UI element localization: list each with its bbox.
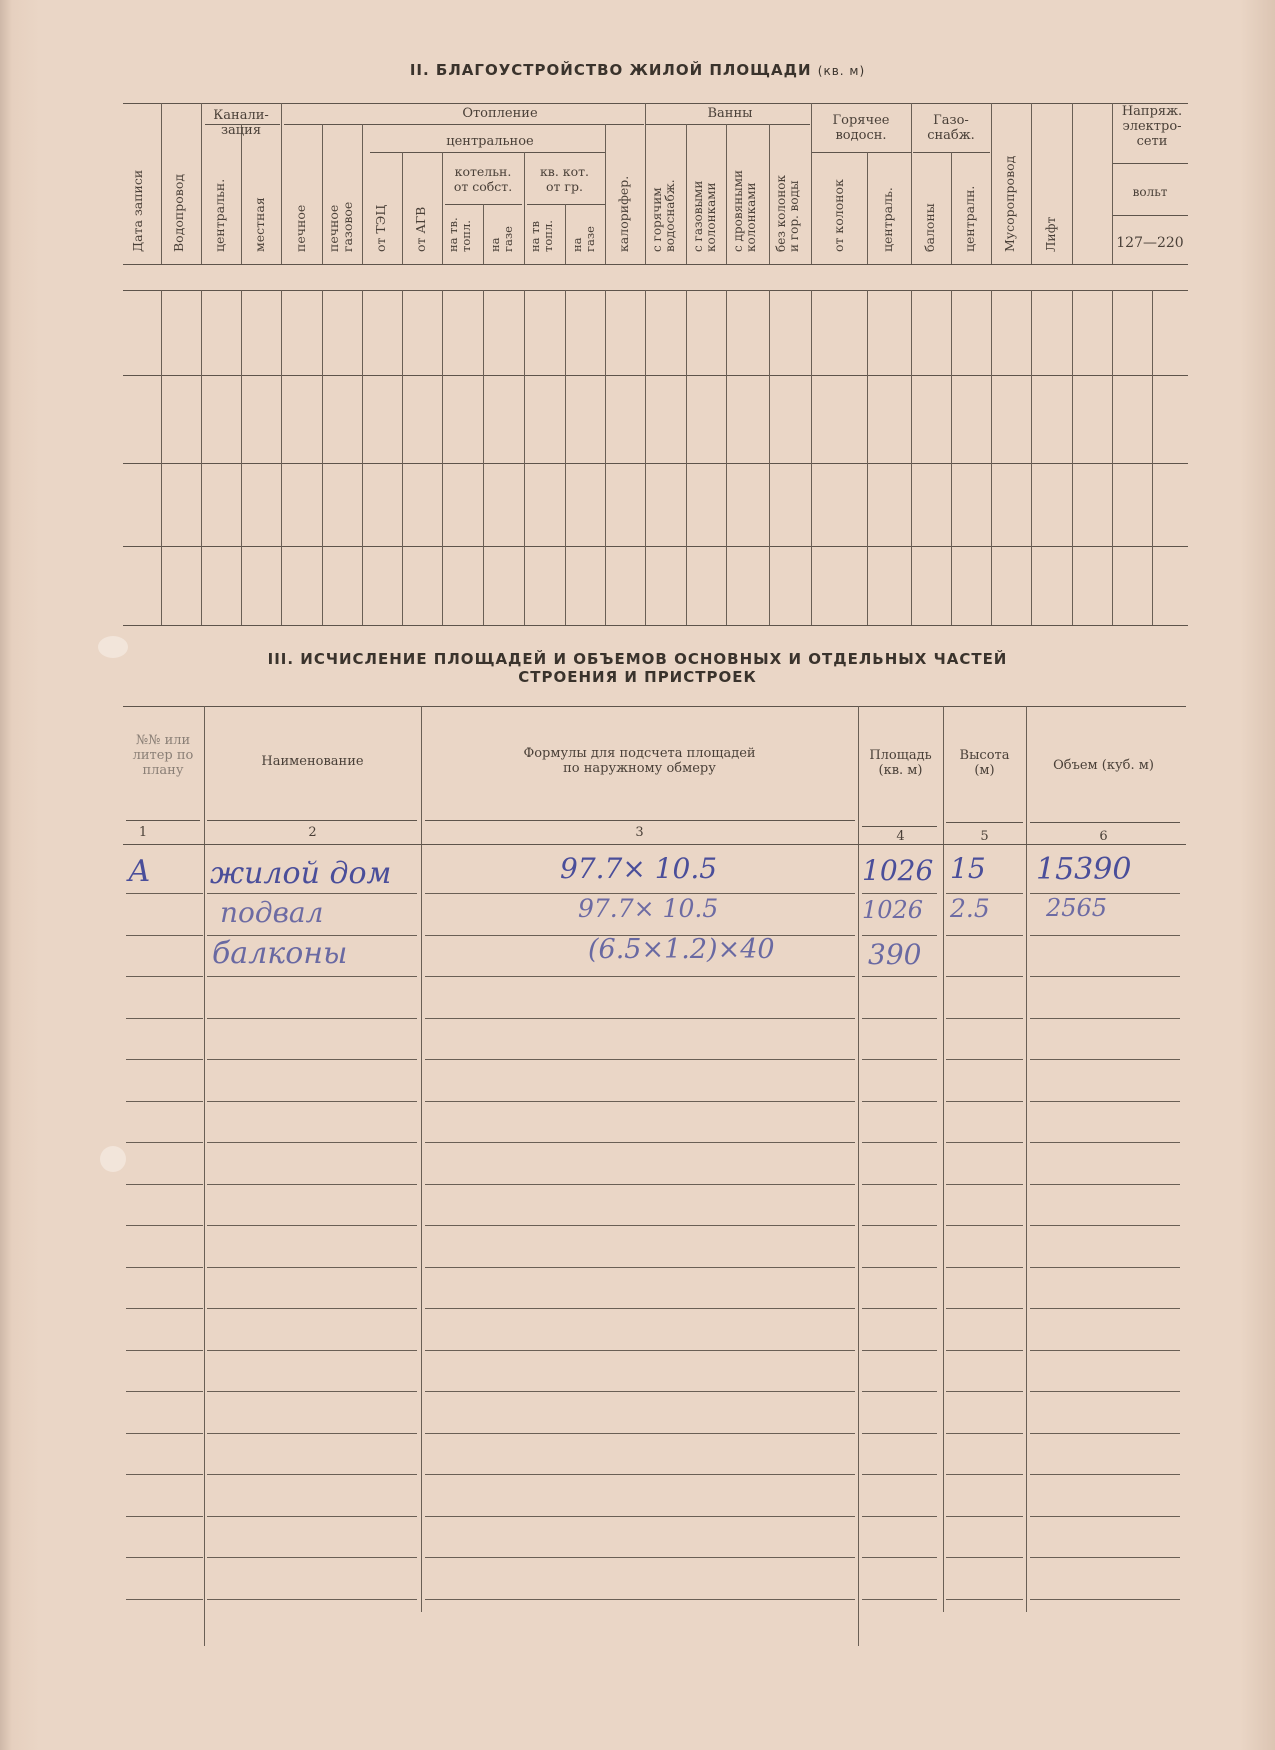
row-area: 1026 (862, 854, 934, 887)
ruled-line (126, 1308, 203, 1309)
ruled-line (207, 1391, 417, 1392)
lift-header: Лифт (1043, 216, 1058, 252)
ruled-line (126, 1599, 203, 1600)
row-volume: 15390 (1036, 852, 1132, 887)
bath-hot-water-header: с горячим водоснабж. (650, 179, 677, 252)
ruled-line (425, 1225, 855, 1226)
volt-range: 127—220 (1116, 235, 1184, 251)
ruled-line (862, 935, 937, 936)
ruled-line (1030, 1308, 1180, 1309)
ruled-line (946, 1433, 1023, 1434)
row-name: балконы (212, 936, 348, 971)
ruled-line (1030, 1225, 1180, 1226)
ruled-line (1030, 1350, 1180, 1351)
row-height: 2.5 (950, 894, 990, 923)
voltage-header: Напряж. электро- сети (1121, 104, 1183, 149)
ruled-line (1030, 1059, 1180, 1060)
row-area: 1026 (862, 896, 924, 924)
ruled-line (425, 1557, 855, 1558)
bath-no-column-header: без колонок и гор. воды (774, 175, 801, 252)
ruled-line (946, 1516, 1023, 1517)
ruled-line (862, 1059, 937, 1060)
quarter-boiler-header: кв. кот. от гр. (539, 164, 590, 194)
ruled-line (862, 1308, 937, 1309)
central-heating-header: центральное (446, 134, 534, 149)
ruled-line (126, 1557, 203, 1558)
ruled-line (425, 1391, 855, 1392)
gas-stove-heating-header: печное газовое (326, 201, 355, 252)
ruled-line (207, 1433, 417, 1434)
ruled-line (946, 976, 1023, 977)
ruled-line (862, 1101, 937, 1102)
ruled-line (862, 1391, 937, 1392)
hotwater-central-header: централь. (880, 187, 895, 252)
ruled-line (1030, 1516, 1180, 1517)
ruled-line (126, 1267, 203, 1268)
ruled-line (946, 1474, 1023, 1475)
ruled-line (126, 1433, 203, 1434)
ruled-line (862, 1184, 937, 1185)
ruled-line (862, 893, 937, 894)
ruled-line (126, 1350, 203, 1351)
kanal-header: Канали- зация (213, 108, 269, 138)
ruled-line (425, 1433, 855, 1434)
ruled-line (126, 1225, 203, 1226)
gas-supply-header: Газо- снабж. (927, 113, 975, 143)
ruled-line (946, 1267, 1023, 1268)
hotwater-column-header: от колонок (831, 179, 846, 252)
ruled-line (425, 1059, 855, 1060)
row-formula: 97.7× 10.5 (578, 894, 719, 923)
row-formula: 97.7× 10.5 (560, 852, 718, 885)
ruled-line (862, 1267, 937, 1268)
ruled-line (207, 1308, 417, 1309)
ruled-line (126, 1516, 203, 1517)
ruled-line (207, 1184, 417, 1185)
kanal-local-header: местная (252, 197, 267, 252)
ruled-line (425, 1142, 855, 1143)
ruled-line (207, 1101, 417, 1102)
ruled-line (126, 1474, 203, 1475)
col-number: 5 (980, 829, 989, 844)
ruled-line (862, 976, 937, 977)
height-header: Высота (м) (959, 748, 1010, 778)
ruled-line (1030, 1142, 1180, 1143)
ruled-line (207, 1516, 417, 1517)
paper-damage-spot (100, 1146, 126, 1172)
ruled-line (207, 1018, 417, 1019)
name-header: Наименование (261, 754, 364, 769)
own-gas-header: на газе (488, 226, 515, 252)
bath-gas-column-header: с газовыми колонками (691, 180, 718, 252)
volume-header: Объем (куб. м) (1053, 758, 1154, 773)
ruled-line (207, 1142, 417, 1143)
water-header: Водопровод (171, 173, 186, 252)
ruled-line (946, 1142, 1023, 1143)
ruled-line (946, 1599, 1023, 1600)
ruled-line (207, 1267, 417, 1268)
ruled-line (1030, 1101, 1180, 1102)
ruled-line (126, 935, 203, 936)
own-solid-fuel-header: на тв. топл. (446, 217, 473, 252)
ruled-line (425, 1599, 855, 1600)
ruled-line (946, 935, 1023, 936)
num-header: №№ или литер по плану (132, 733, 194, 778)
row-area: 390 (868, 938, 922, 971)
gas-central-header: централн. (962, 185, 977, 252)
col-number: 6 (1099, 829, 1108, 844)
bath-wood-column-header: с дровяными колонками (731, 169, 758, 252)
ruled-line (946, 1101, 1023, 1102)
row-name: жилой дом (210, 856, 392, 891)
ruled-line (862, 1433, 937, 1434)
ruled-line (1030, 976, 1180, 977)
ruled-line (207, 1474, 417, 1475)
ruled-line (425, 1184, 855, 1185)
ruled-line (425, 1101, 855, 1102)
ruled-line (207, 1225, 417, 1226)
ruled-line (1030, 1599, 1180, 1600)
ruled-line (425, 1267, 855, 1268)
ruled-line (126, 1391, 203, 1392)
ruled-line (862, 1516, 937, 1517)
hotwater-header: Горячее водосн. (832, 113, 890, 143)
area-header: Площадь (кв. м) (869, 748, 932, 778)
row-height: 15 (950, 852, 986, 885)
ruled-line (946, 1184, 1023, 1185)
ruled-line (207, 1557, 417, 1558)
ruled-line (126, 893, 203, 894)
ruled-line (207, 893, 417, 894)
ruled-line (1030, 1433, 1180, 1434)
ruled-line (946, 1308, 1023, 1309)
col-number: 4 (896, 829, 905, 844)
section3-title: III. ИСЧИСЛЕНИЕ ПЛОЩАДЕЙ И ОБЪЕМОВ ОСНОВНЫХ И ОТДЕЛЬНЫХ ЧАСТЕЙ СТРОЕНИЯ И ПРИСТРОЕК (267, 650, 1008, 686)
ruled-line (946, 1557, 1023, 1558)
ruled-line (946, 1225, 1023, 1226)
ruled-line (126, 1184, 203, 1185)
volt-label: вольт (1132, 185, 1168, 199)
ruled-line (425, 1474, 855, 1475)
col-number: 3 (635, 825, 644, 840)
calorifer-header: калорифер. (616, 175, 631, 252)
col-number: 1 (138, 825, 148, 840)
ruled-line (946, 1018, 1023, 1019)
kanal-central-header: центральн. (212, 178, 227, 252)
ruled-line (946, 1059, 1023, 1060)
ruled-line (1030, 1184, 1180, 1185)
col-number: 2 (308, 825, 317, 840)
ruled-line (862, 1018, 937, 1019)
heating-header: Отопление (462, 106, 538, 121)
quarter-solid-fuel-header: на тв топл. (528, 220, 555, 252)
ruled-line (1030, 1557, 1180, 1558)
ruled-line (1030, 1018, 1180, 1019)
ruled-line (862, 1225, 937, 1226)
ruled-line (126, 1059, 203, 1060)
stove-heating-header: печное (293, 204, 308, 252)
baths-header: Ванны (707, 106, 753, 121)
section2-title: II. БЛАГОУСТРОЙСТВО ЖИЛОЙ ПЛОЩАДИ (кв. м) (409, 61, 866, 79)
ruled-line (946, 1350, 1023, 1351)
quarter-gas-header: на газе (570, 226, 597, 252)
ruled-line (126, 1101, 203, 1102)
ruled-line (425, 1516, 855, 1517)
ruled-line (207, 1350, 417, 1351)
row-volume: 2565 (1046, 894, 1108, 922)
agv-header: от АГВ (413, 206, 428, 252)
ruled-line (862, 1142, 937, 1143)
ruled-line (126, 976, 203, 977)
formula-header: Формулы для подсчета площадей по наружному обмеру (523, 746, 756, 776)
tec-header: от ТЭЦ (373, 204, 388, 252)
gas-cylinders-header: балоны (922, 203, 937, 252)
ruled-line (1030, 1391, 1180, 1392)
ruled-line (425, 1308, 855, 1309)
ruled-line (1030, 1474, 1180, 1475)
row-literal: А (128, 854, 151, 889)
ruled-line (1030, 1267, 1180, 1268)
boiler-own-header: котельн. от собст. (453, 164, 513, 194)
ruled-line (207, 976, 417, 977)
paper-damage-spot (98, 636, 128, 658)
ruled-line (425, 976, 855, 977)
date-header: Дата записи (130, 169, 145, 252)
ruled-line (425, 1350, 855, 1351)
ruled-line (425, 1018, 855, 1019)
row-name: подвал (220, 896, 324, 929)
row-formula: (6.5×1.2)×40 (588, 934, 775, 965)
ruled-line (862, 1474, 937, 1475)
ruled-line (862, 1350, 937, 1351)
ruled-line (207, 1059, 417, 1060)
ruled-line (946, 1391, 1023, 1392)
ruled-line (126, 1018, 203, 1019)
garbage-chute-header: Мусоропровод (1002, 155, 1017, 252)
ruled-line (126, 1142, 203, 1143)
ruled-line (1030, 935, 1180, 936)
ruled-line (207, 1599, 417, 1600)
ruled-line (862, 1599, 937, 1600)
ruled-line (862, 1557, 937, 1558)
